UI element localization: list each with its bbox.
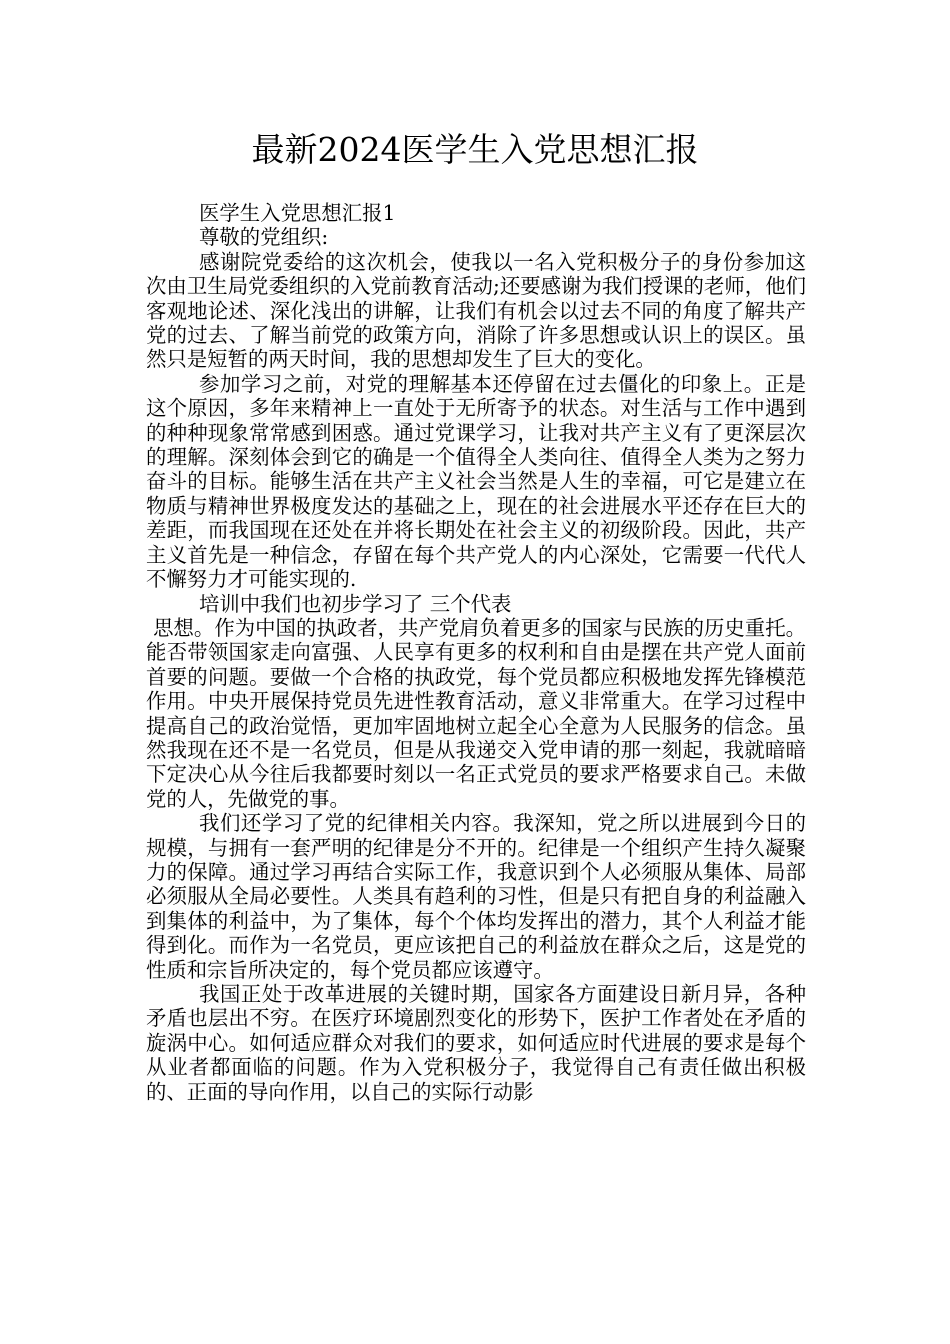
paragraph-5: 我国正处于改革进展的关键时期，国家各方面建设日新月异，各种矛盾也层出不穷。在医疗环境剧烈变化的形势下，医护工作者处在矛盾的旋涡中心。如何适应群众对我们的要求，如何适应时代进展的要求是每个从业者都面临的问题。作为入党积极分子，我觉得自己有责任做出积极的、正面的导向作用，以自己的实际行动影 bbox=[146, 982, 806, 1104]
document-body bbox=[146, 201, 806, 1104]
document-title: 最新2024医学生入党思想汇报 bbox=[251, 130, 699, 169]
paragraph-1: 感谢院党委给的这次机会，使我以一名入党积极分子的身份参加这次由卫生局党委组织的入党前教育活动;还要感谢为我们授课的老师，他们客观地论述、深化浅出的讲解，让我们有机会以过去不同的角度了解共产党的过去、了解当前党的政策方向，消除了许多思想或认识上的误区。虽然只是短暂的两天时间，我的思想却发生了巨大的变化。 bbox=[146, 249, 806, 372]
report-subtitle: 医学生入党思想汇报1 bbox=[199, 201, 396, 225]
paragraph-2: 参加学习之前，对党的理解基本还停留在过去僵化的印象上。正是这个原因，多年来精神上一直处于无所寄予的状态。对生活与工作中遇到的种种现象常常感到困惑。通过党课学习，让我对共产主义有了更深层次的理解。深刻体会到它的确是一个值得全人类向往、值得全人类为之努力奋斗的目标。能够生活在共产主义社会当然是人生的幸福，可它是建立在物质与精神世界极度发达的基础之上，现在的社会进展水平还存在巨大的差距，而我国现在还处在并将长期处在社会主义的初级阶段。因此，共产主义首先是一种信念，存留在每个共产党人的内心深处，它需要一代代人不懈努力才可能实现的. bbox=[146, 371, 806, 592]
paragraph-4: 我们还学习了党的纪律相关内容。我深知，党之所以进展到今日的规模，与拥有一套严明的纪律是分不开的。纪律是一个组织产生持久凝聚力的保障。通过学习再结合实际工作，我意识到个人必须服从集体、局部必须服从全局必要性。人类具有趋利的习性，但是只有把自身的利益融入到集体的利益中，为了集体，每个个体均发挥出的潜力，其个人利益才能得到化。而作为一名党员，更应该把自己的利益放在群众之后，这是党的性质和宗旨所决定的，每个党员都应该遵守。 bbox=[146, 811, 806, 982]
paragraph-3-continued: 思想。作为中国的执政者，共产党肩负着更多的国家与民族的历史重托。能否带领国家走向富强、人民享有更多的权利和自由是摆在共产党人面前首要的问题。要做一个合格的执政党，每个党员都应积极地发挥先锋模范作用。中央开展保持党员先进性教育活动，意义非常重大。在学习过程中提高自己的政治觉悟，更加牢固地树立起全心全意为人民服务的信念。虽然我现在还不是一名党员，但是从我递交入党申请的那一刻起，我就暗暗下定决心从今往后我都要时刻以一名正式党员的要求严格要求自己。未做党的人，先做党的事。 bbox=[146, 615, 806, 811]
paragraph-3-start: 培训中我们也初步学习了 三个代表 bbox=[199, 591, 512, 616]
salutation: 尊敬的党组织: bbox=[199, 225, 329, 250]
